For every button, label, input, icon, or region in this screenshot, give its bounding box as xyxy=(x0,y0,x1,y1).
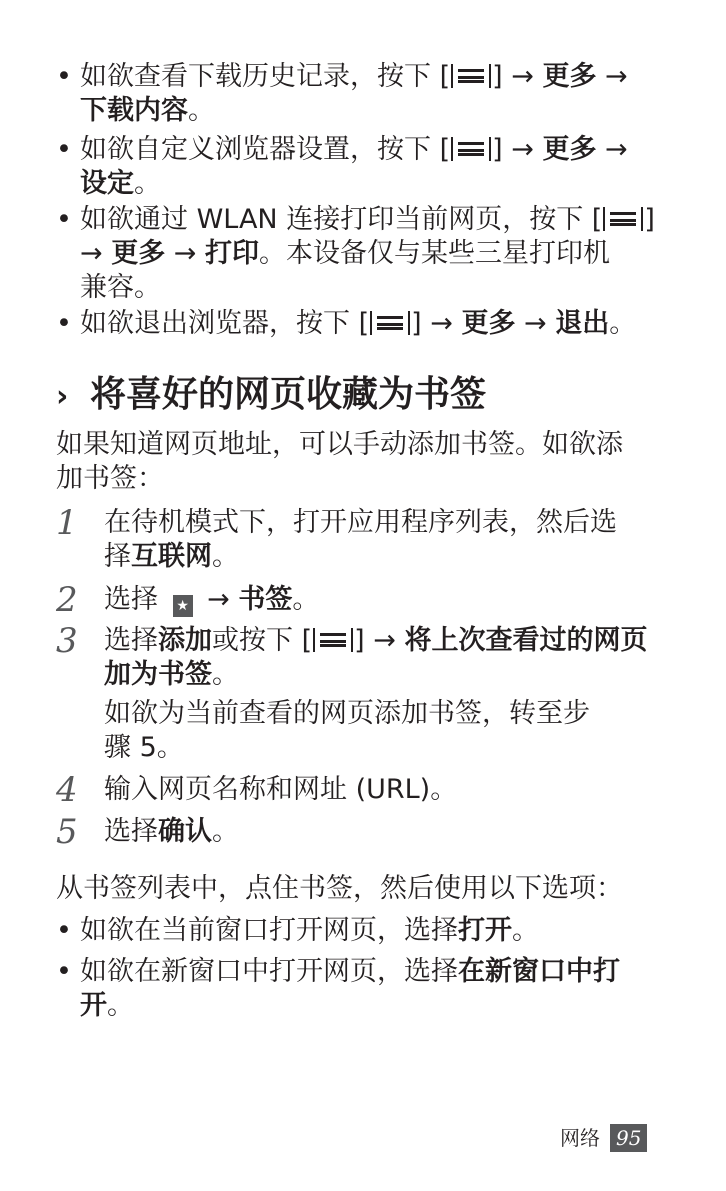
bold-term: 设定 xyxy=(80,168,134,199)
bullet-text xyxy=(80,61,628,126)
text-run: → xyxy=(198,584,239,615)
bullet-dot: • xyxy=(56,956,72,987)
step-number: 4 xyxy=(56,770,78,810)
text-run: 如欲在新窗口中打开网页，选择 xyxy=(80,956,458,987)
text-run: 。 xyxy=(107,990,134,1021)
menu-key-icon xyxy=(451,137,491,161)
text-run: ] → xyxy=(354,625,405,656)
bullet-dot: • xyxy=(56,134,72,165)
bold-term: 更多 xyxy=(542,61,597,92)
text-run: ] → xyxy=(492,61,543,92)
bullet-print-page xyxy=(56,203,675,305)
footer-section: 网络 xyxy=(560,1126,600,1150)
text-run: ] → xyxy=(411,308,462,339)
text-run: → xyxy=(596,61,628,92)
step-note-text xyxy=(104,697,652,765)
menu-key-icon xyxy=(313,628,353,652)
text-run: → xyxy=(165,238,206,269)
bold-term: 下载内容 xyxy=(80,95,188,126)
step-text xyxy=(104,815,652,849)
step-text xyxy=(104,624,652,692)
bold-term: 书签 xyxy=(238,584,293,615)
step-text xyxy=(104,773,652,807)
text-run: 如欲自定义浏览器设置，按下 [ xyxy=(80,134,451,165)
text-run: 或按下 [ xyxy=(212,625,313,656)
section-heading xyxy=(56,372,486,420)
text-run: 。 xyxy=(292,584,320,615)
text-run: 。 xyxy=(212,541,239,572)
bold-term: 添加 xyxy=(158,625,212,656)
bold-term: 更多 xyxy=(542,134,597,165)
text-run: 输入网页名称和网址 (URL)。 xyxy=(104,774,458,805)
text-run: 如欲在当前窗口打开网页，选择 xyxy=(80,915,458,946)
text-run: 兼容。 xyxy=(80,272,161,303)
text-run: 选择 xyxy=(104,625,158,656)
step-number: 5 xyxy=(56,812,78,852)
step-number: 1 xyxy=(56,503,78,543)
text-run: → xyxy=(515,308,556,339)
bold-term: 在新窗口中打 xyxy=(458,956,620,987)
bullet-exit-browser xyxy=(56,307,675,341)
bold-term: 确认 xyxy=(158,816,212,847)
bold-term: 开 xyxy=(80,990,107,1021)
menu-key-icon xyxy=(451,64,491,88)
menu-key-icon xyxy=(370,311,410,335)
page-footer xyxy=(560,1124,647,1152)
text-run: ] → xyxy=(492,134,543,165)
text-run: 。 xyxy=(212,659,239,690)
chevron-right-icon: › xyxy=(56,379,69,414)
text-run: 择 xyxy=(104,541,131,572)
bullet-text xyxy=(80,134,628,199)
bullet-open-new-window xyxy=(56,955,675,1023)
intro-line-2: 加书签： xyxy=(56,463,164,494)
bold-term: 更多 xyxy=(111,238,166,269)
bullet-dot: • xyxy=(56,915,72,946)
step-text xyxy=(104,583,652,617)
text-run: 如欲查看下载历史记录，按下 [ xyxy=(80,61,451,92)
bullet-text xyxy=(80,308,636,339)
text-run: ] xyxy=(644,204,655,235)
bookmark-star-icon: ★ xyxy=(173,595,193,617)
page-number: 95 xyxy=(610,1124,647,1152)
bullet-dot: • xyxy=(56,308,72,339)
text-run: 如欲为当前查看的网页添加书签，转至步 xyxy=(104,698,590,729)
section-title: 将喜好的网页收藏为书签 xyxy=(90,374,487,415)
bullet-text xyxy=(80,204,655,303)
bullet-dot: • xyxy=(56,61,72,92)
bullet-browser-settings xyxy=(56,133,675,201)
bullet-download-history xyxy=(56,60,675,128)
text-run: 在待机模式下，打开应用程序列表，然后选 xyxy=(104,507,617,538)
text-run: 。 xyxy=(212,816,239,847)
bold-term: 将上次查看过的网页 xyxy=(404,625,648,656)
bullet-text xyxy=(80,956,620,1021)
intro-line-1: 如果知道网页地址，可以手动添加书签。如欲添 xyxy=(56,429,623,460)
text-run: 选择 xyxy=(104,816,158,847)
bold-term: 互联网 xyxy=(131,541,212,572)
step-number: 3 xyxy=(56,621,78,661)
text-run: 选择 xyxy=(104,584,167,615)
text-run: 如欲通过 WLAN 连接打印当前网页，按下 [ xyxy=(80,204,603,235)
bullet-dot: • xyxy=(56,204,72,235)
text-run: → xyxy=(80,238,112,269)
step-number: 2 xyxy=(56,580,78,620)
bold-term: 退出 xyxy=(555,308,610,339)
bold-term: 加为书签 xyxy=(104,659,212,690)
menu-key-icon xyxy=(603,207,643,231)
text-run: 。 xyxy=(512,915,539,946)
bold-term: 更多 xyxy=(461,308,516,339)
text-run: 。 xyxy=(609,308,637,339)
text-run: 。 xyxy=(134,168,161,199)
text-run: 。本设备仅与某些三星打印机 xyxy=(259,238,611,269)
bullet-open-current xyxy=(56,914,675,948)
options-intro: 从书签列表中，点住书签，然后使用以下选项： xyxy=(56,873,623,904)
text-run: 骤 5。 xyxy=(104,732,184,763)
text-run: 。 xyxy=(188,95,215,126)
bold-term: 打开 xyxy=(458,915,512,946)
section-intro xyxy=(56,428,666,496)
text-run: → xyxy=(596,134,628,165)
step-text xyxy=(104,506,652,574)
bold-term: 打印 xyxy=(205,238,260,269)
text-run: 如欲退出浏览器，按下 [ xyxy=(80,308,370,339)
bullet-text xyxy=(80,915,539,946)
